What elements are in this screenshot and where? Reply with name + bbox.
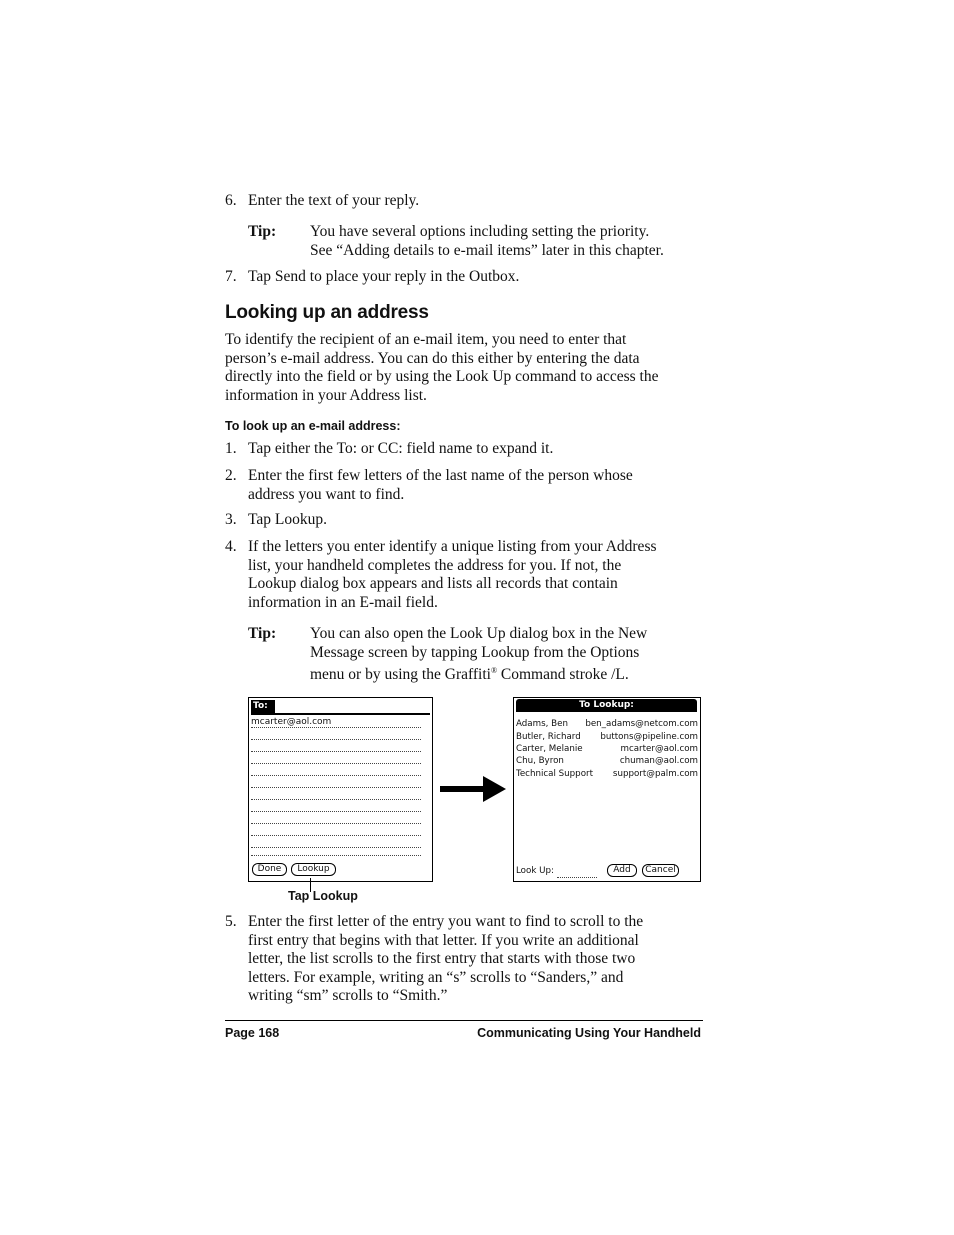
lookup-entry[interactable] <box>516 731 698 743</box>
footer-rule <box>225 1020 703 1021</box>
step-4-text <box>248 538 708 612</box>
entry-email: chuman@aol.com <box>619 756 698 766</box>
page-number: Page 168 <box>225 1026 280 1040</box>
tip-line: Message screen by tapping Lookup from the Options <box>310 643 640 661</box>
entry-email: support@palm.com <box>612 769 698 779</box>
entry-name: Adams, Ben <box>516 719 568 729</box>
step-line: writing “sm” scrolls to “Smith.” <box>248 987 448 1005</box>
tip-line-part: menu or by using the Graffiti <box>310 666 491 684</box>
intro-paragraph <box>225 331 715 405</box>
step-line: first entry that begins with that letter. If you write an additional <box>248 931 639 949</box>
entry-line <box>251 763 421 764</box>
step-line: information in an E-mail field. <box>248 593 438 611</box>
lookup-entry[interactable] <box>516 743 698 755</box>
step-5-text <box>248 913 708 1006</box>
entry-name: Butler, Richard <box>516 732 581 742</box>
registered-mark: ® <box>490 666 498 676</box>
entry-line <box>251 799 421 800</box>
entry-name: Technical Support <box>516 769 593 779</box>
lookup-dialog <box>513 697 701 882</box>
done-button[interactable]: Done <box>252 863 287 876</box>
step-6-text: Enter the text of your reply. <box>248 192 420 209</box>
step-line: Tap Lookup. <box>248 511 327 528</box>
lookup-entry[interactable] <box>516 755 698 767</box>
tip-label: Tip: <box>248 625 277 642</box>
step-1-text <box>248 440 708 459</box>
to-field-value[interactable]: mcarter@aol.com <box>251 717 332 727</box>
lookup-button[interactable]: Lookup <box>291 863 336 876</box>
entry-line <box>251 727 421 728</box>
entry-name: Chu, Byron <box>516 756 564 766</box>
cancel-button[interactable]: Cancel <box>642 864 679 877</box>
step-line: Lookup dialog box appears and lists all records that contain <box>248 575 618 593</box>
procedure-heading: To look up an e-mail address: <box>225 419 401 433</box>
tip-line: You have several options including setting the priority. <box>310 223 650 240</box>
paragraph-line: To identify the recipient of an e-mail item, you need to enter that <box>225 331 627 348</box>
entry-line <box>251 751 421 752</box>
step-line: list, your handheld completes the address for you. If not, the <box>248 556 622 574</box>
to-field-label[interactable]: To: <box>251 700 275 713</box>
section-heading: Looking up an address <box>225 302 429 323</box>
lookup-label: Look Up: <box>516 866 554 876</box>
entry-line <box>251 787 421 788</box>
step-line: Tap either the To: or CC: field name to expand it. <box>248 440 554 457</box>
step-line: If the letters you enter identify a unique listing from your Address <box>248 538 657 555</box>
add-button[interactable]: Add <box>607 864 637 877</box>
tip-line <box>310 662 710 685</box>
step-line: address you want to find. <box>248 485 405 503</box>
step-5-number: 5. <box>225 913 237 930</box>
tip-line-part: Command stroke /L. <box>497 666 629 684</box>
entry-email: mcarter@aol.com <box>620 744 698 754</box>
entry-email: buttons@pipeline.com <box>600 732 698 742</box>
entry-name: Carter, Melanie <box>516 744 583 754</box>
entry-line <box>251 739 421 740</box>
step-3-text <box>248 511 708 530</box>
entry-line <box>251 823 421 824</box>
entry-line <box>251 775 421 776</box>
step-line: letters. For example, writing an “s” scrolls to “Sanders,” and <box>248 968 624 986</box>
step-7-number: 7. <box>225 268 237 285</box>
dialog-title: To Lookup: <box>516 699 697 712</box>
lookup-entry[interactable] <box>516 768 698 780</box>
paragraph-line: information in your Address list. <box>225 386 427 404</box>
step-7-text: Tap Send to place your reply in the Outbox. <box>248 268 520 285</box>
step-3-number: 3. <box>225 511 237 528</box>
callout-label: Tap Lookup <box>288 889 358 903</box>
tip-line: You can also open the Look Up dialog box in the New <box>310 625 648 642</box>
tip-text <box>310 223 710 260</box>
step-2-text <box>248 467 708 504</box>
new-message-screen <box>248 697 433 882</box>
step-line: Enter the first few letters of the last name of the person whose <box>248 467 633 484</box>
step-2-number: 2. <box>225 467 237 484</box>
entry-email: ben_adams@netcom.com <box>585 719 698 729</box>
step-4-number: 4. <box>225 538 237 555</box>
paragraph-line: directly into the field or by using the Look Up command to access the <box>225 368 659 386</box>
paragraph-line: person’s e-mail address. You can do this either by entering the data <box>225 349 640 367</box>
entry-line <box>251 847 421 848</box>
entry-line <box>251 855 421 856</box>
step-line: letter, the list scrolls to the first entry that starts with those two <box>248 950 636 968</box>
entry-line <box>251 811 421 812</box>
tip-line: See “Adding details to e-mail items” later in this chapter. <box>310 241 664 259</box>
entry-line <box>251 835 421 836</box>
chapter-title: Communicating Using Your Handheld <box>477 1026 701 1040</box>
divider <box>251 713 430 715</box>
lookup-input[interactable] <box>557 877 597 878</box>
step-1-number: 1. <box>225 440 237 457</box>
lookup-entry[interactable] <box>516 718 698 730</box>
arrow-right-icon <box>440 776 506 802</box>
tip-text <box>310 625 710 685</box>
step-6-number: 6. <box>225 192 237 209</box>
step-line: Enter the first letter of the entry you want to find to scroll to the <box>248 913 644 930</box>
tip-label: Tip: <box>248 223 277 240</box>
